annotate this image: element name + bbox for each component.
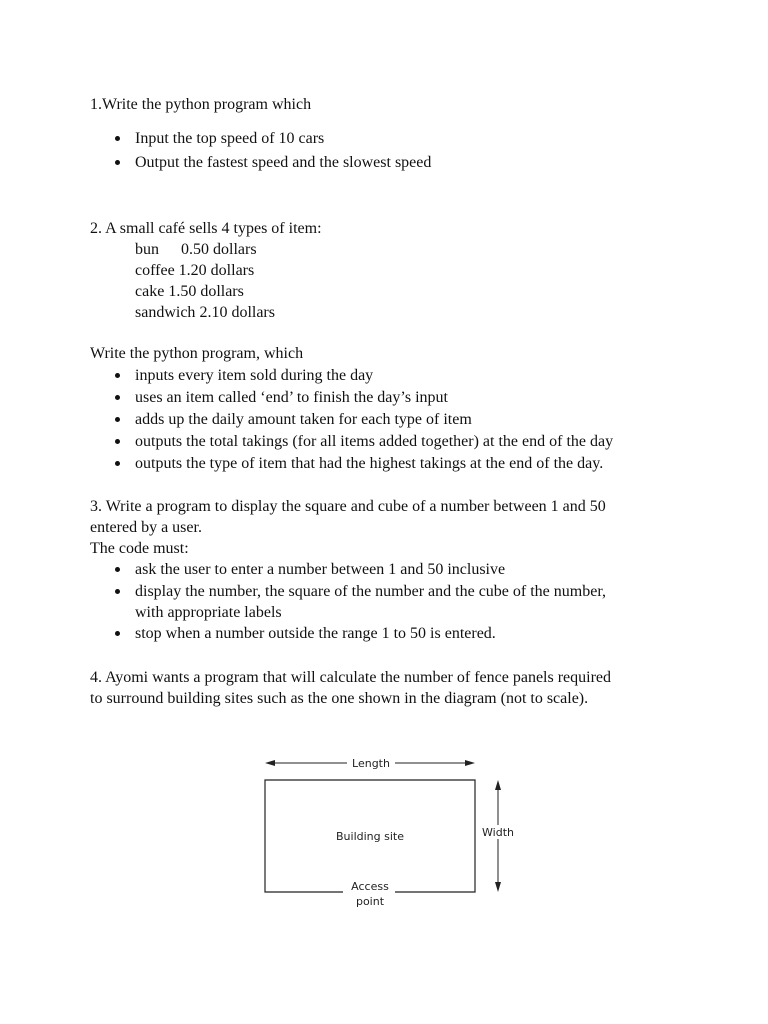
building-site-diagram <box>255 748 525 918</box>
menu-item: bun <box>135 241 159 258</box>
list-item: ask the user to enter a number between 1 and 50 inclusive <box>90 559 606 580</box>
list-item: inputs every item sold during the day <box>90 365 613 386</box>
list-item: Input the top speed of 10 cars <box>90 128 431 149</box>
site-label: Building site <box>336 830 404 843</box>
q3-title-line-2: entered by a user. <box>90 519 202 536</box>
q1-title: 1.Write the python program which <box>90 96 312 113</box>
access-label-1: Access <box>351 880 389 893</box>
q2-title: 2. A small café sells 4 types of item: <box>90 220 322 237</box>
list-item <box>90 581 606 623</box>
width-label: Width <box>482 826 514 839</box>
list-item: Output the fastest speed and the slowest speed <box>90 152 431 173</box>
list-item: adds up the daily amount taken for each type of item <box>90 409 613 430</box>
q2-intro: Write the python program, which <box>90 345 304 362</box>
menu-item: coffee <box>135 262 175 279</box>
menu-row <box>135 239 257 260</box>
menu-row <box>135 281 244 302</box>
q1-bullet-list <box>90 128 431 173</box>
q2-bullet-list <box>90 365 613 474</box>
q3-bullet-list <box>90 559 606 644</box>
list-item: outputs the total takings (for all items added together) at the end of the day <box>90 431 613 452</box>
width-arrow-top-head <box>495 780 501 790</box>
list-item: outputs the type of item that had the highest takings at the end of the day. <box>90 453 613 474</box>
q4-line-1: 4. Ayomi wants a program that will calculate the number of fence panels required <box>90 669 612 686</box>
length-arrow-right-head <box>465 760 475 766</box>
menu-price: 1.20 dollars <box>178 262 255 279</box>
q3-intro: The code must: <box>90 540 189 557</box>
menu-item: sandwich <box>135 304 196 321</box>
menu-row <box>135 260 254 281</box>
length-arrow-left-head <box>265 760 275 766</box>
menu-price: 2.10 dollars <box>199 304 275 321</box>
q3-title-line-1: 3. Write a program to display the square and cube of a number between 1 and 50 <box>90 498 606 515</box>
q4-line-2: to surround building sites such as the one shown in the diagram (not to scale). <box>90 690 589 707</box>
menu-item: cake <box>135 283 165 300</box>
width-arrow-bottom-head <box>495 882 501 892</box>
list-item: stop when a number outside the range 1 to 50 is entered. <box>90 623 606 644</box>
menu-row <box>135 302 275 323</box>
menu-price: 1.50 dollars <box>168 283 244 300</box>
length-label: Length <box>352 757 390 770</box>
list-item: uses an item called ‘end’ to finish the day’s input <box>90 387 613 408</box>
list-item-continuation: with appropriate labels <box>135 604 282 621</box>
access-label-2: point <box>355 895 385 908</box>
menu-price: 0.50 dollars <box>181 241 257 258</box>
list-item-text: display the number, the square of the number and the cube of the number, <box>135 583 607 600</box>
